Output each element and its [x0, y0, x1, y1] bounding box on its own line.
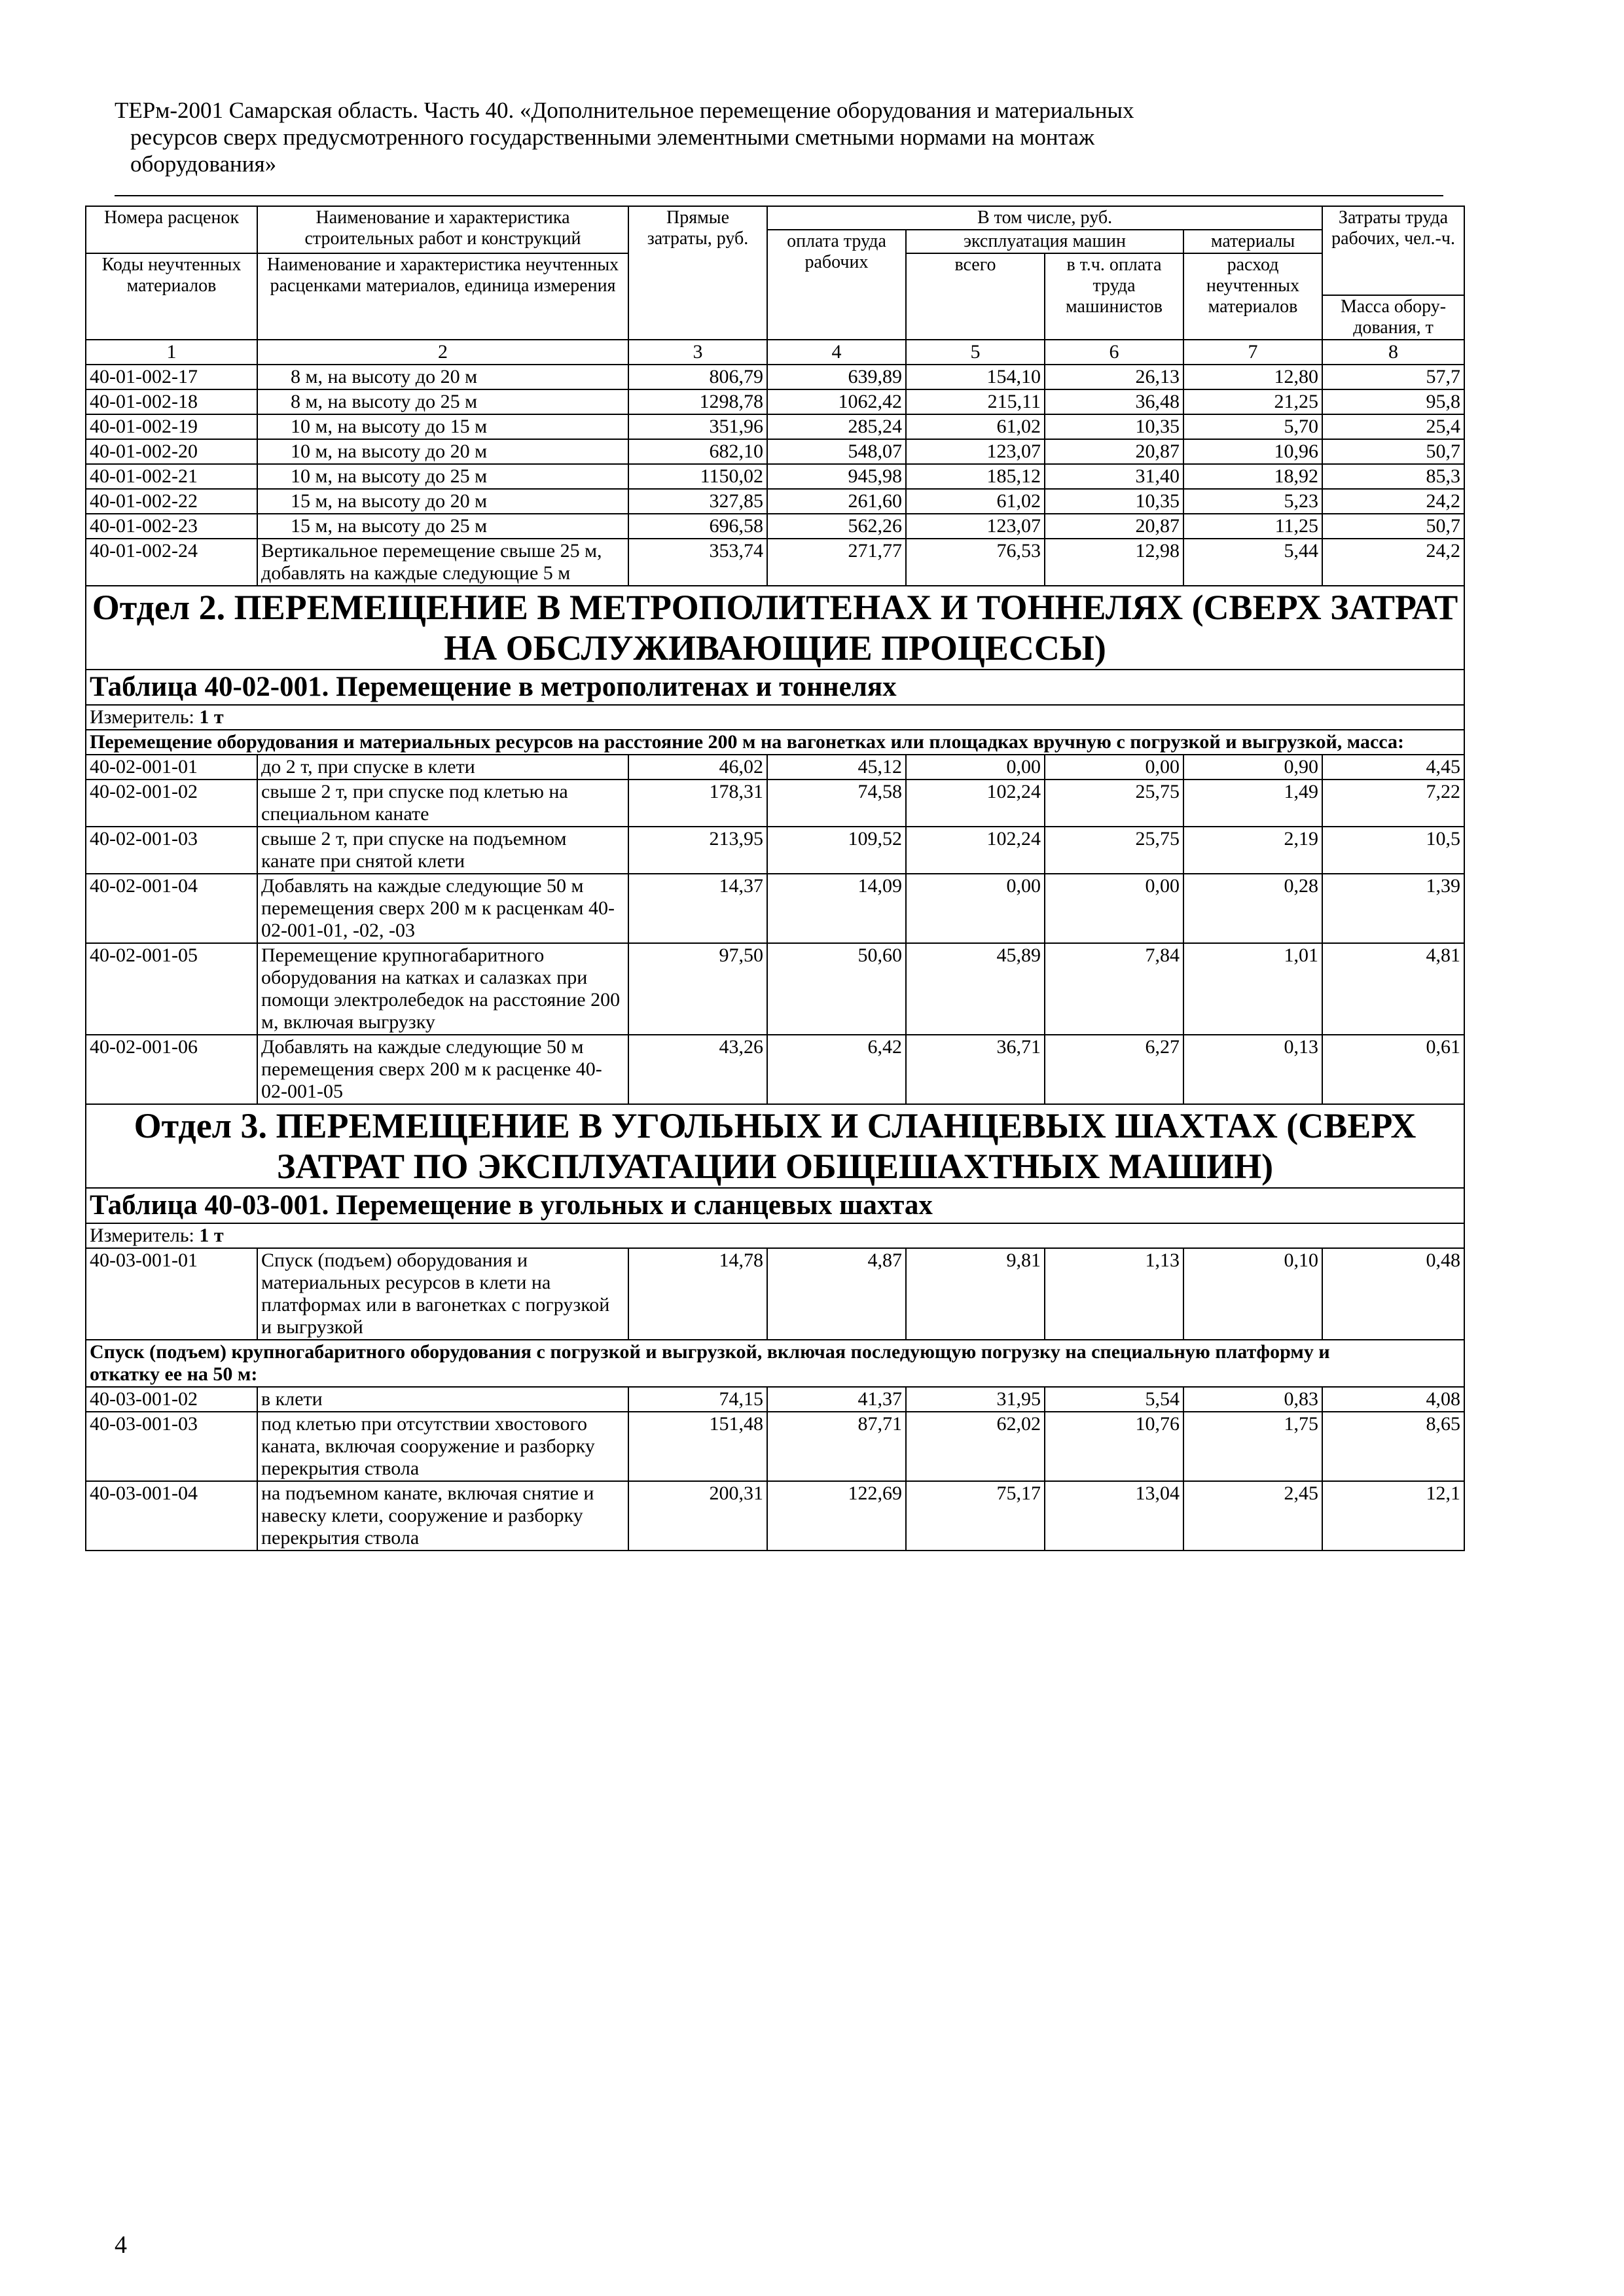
direct-cost: 151,48	[628, 1412, 767, 1481]
measure-unit-value: 1 т	[199, 1225, 224, 1246]
labor-hours: 10,5	[1322, 827, 1464, 874]
col-index: 2	[257, 340, 628, 365]
materials-cost: 5,23	[1183, 489, 1322, 514]
table-row	[86, 827, 1464, 874]
direct-cost: 682,10	[628, 439, 767, 464]
labor-hours: 50,7	[1322, 439, 1464, 464]
col-direct-header: Прямые затраты, руб.	[628, 206, 767, 340]
rate-code: 40-01-002-19	[86, 414, 257, 439]
rate-code: 40-01-002-23	[86, 514, 257, 539]
machinist-pay: 20,87	[1045, 439, 1183, 464]
machines-total: 61,02	[906, 489, 1045, 514]
column-index-row	[86, 340, 1464, 365]
labor-pay: 109,52	[767, 827, 906, 874]
measure-unit-value: 1 т	[199, 706, 224, 728]
rate-code: 40-02-001-06	[86, 1035, 257, 1104]
rate-name: 8 м, на высоту до 25 м	[257, 389, 628, 414]
col-name-header: Наименование и характеристика строительных работ и конструкций	[257, 206, 628, 253]
rate-name: Добавлять на каждые следующие 50 м перемещения сверх 200 м к расценкам 40-02-001-01, -02, -03	[257, 874, 628, 943]
header-line-1: ТЕРм-2001 Самарская область. Часть 40. «Дополнительное перемещение оборудования и материальных	[115, 98, 1134, 123]
machinist-pay: 10,35	[1045, 489, 1183, 514]
machinist-pay: 26,13	[1045, 365, 1183, 389]
rate-code: 40-01-002-17	[86, 365, 257, 389]
col-materials-header: материалы	[1183, 230, 1322, 253]
labor-pay: 87,71	[767, 1412, 906, 1481]
machines-total: 36,71	[906, 1035, 1045, 1104]
labor-hours: 1,39	[1322, 874, 1464, 943]
table-row	[86, 780, 1464, 827]
table-row	[86, 1481, 1464, 1551]
col-mass-header: Масса обору-дования, т	[1322, 295, 1464, 340]
rate-code: 40-01-002-22	[86, 489, 257, 514]
labor-pay: 122,69	[767, 1481, 906, 1551]
table-40-02-001-title: Таблица 40-02-001. Перемещение в метрополитенах и тоннелях	[86, 670, 1464, 705]
rate-code: 40-02-001-03	[86, 827, 257, 874]
col-index: 7	[1183, 340, 1322, 365]
rate-code: 40-03-001-04	[86, 1481, 257, 1551]
machines-total: 61,02	[906, 414, 1045, 439]
rates-table	[85, 206, 1465, 1551]
table-row	[86, 464, 1464, 489]
col-index: 8	[1322, 340, 1464, 365]
section-3-title: Отдел 3. ПЕРЕМЕЩЕНИЕ В УГОЛЬНЫХ И СЛАНЦЕВЫХ ШАХТАХ (СВЕРХ ЗАТРАТ ПО ЭКСПЛУАТАЦИИ ОБЩЕШАХТНЫХ МАШИН)	[86, 1104, 1464, 1188]
table-row	[86, 414, 1464, 439]
group-title: Спуск (подъем) крупногабаритного оборудования с погрузкой и выгрузкой, включая последующую погрузку на специальную платформу и откатку ее на 50 м:	[86, 1340, 1464, 1387]
page-number: 4	[115, 2231, 127, 2259]
labor-pay: 74,58	[767, 780, 906, 827]
col-index: 6	[1045, 340, 1183, 365]
rate-name: Спуск (подъем) оборудования и материальных ресурсов в клети на платформах или в вагонетках с погрузкой и выгрузкой	[257, 1248, 628, 1340]
table-row	[86, 1412, 1464, 1481]
labor-hours: 8,65	[1322, 1412, 1464, 1481]
rate-code: 40-02-001-05	[86, 943, 257, 1035]
materials-cost: 1,49	[1183, 780, 1322, 827]
labor-pay: 41,37	[767, 1387, 906, 1412]
rate-name: 10 м, на высоту до 15 м	[257, 414, 628, 439]
labor-pay: 639,89	[767, 365, 906, 389]
labor-hours: 4,45	[1322, 755, 1464, 780]
machinist-pay: 0,00	[1045, 874, 1183, 943]
materials-cost: 18,92	[1183, 464, 1322, 489]
rate-name: 10 м, на высоту до 20 м	[257, 439, 628, 464]
labor-hours: 50,7	[1322, 514, 1464, 539]
labor-hours: 95,8	[1322, 389, 1464, 414]
machines-total: 9,81	[906, 1248, 1045, 1340]
labor-pay: 14,09	[767, 874, 906, 943]
rate-name: 10 м, на высоту до 25 м	[257, 464, 628, 489]
machinist-pay: 1,13	[1045, 1248, 1183, 1340]
materials-cost: 12,80	[1183, 365, 1322, 389]
rate-code: 40-01-002-20	[86, 439, 257, 464]
table-row	[86, 1248, 1464, 1340]
machines-total: 76,53	[906, 539, 1045, 586]
measure-unit	[86, 705, 1464, 730]
labor-hours: 12,1	[1322, 1481, 1464, 1551]
rate-code: 40-02-001-02	[86, 780, 257, 827]
labor-hours: 85,3	[1322, 464, 1464, 489]
rate-name: Перемещение крупногабаритного оборудования на катках и салазках при помощи электролебедок на расстояние 200 м, включая выгрузку	[257, 943, 628, 1035]
direct-cost: 46,02	[628, 755, 767, 780]
materials-cost: 1,01	[1183, 943, 1322, 1035]
materials-cost: 0,90	[1183, 755, 1322, 780]
rate-name: под клетью при отсутствии хвостового каната, включая сооружение и разборку перекрытия ствола	[257, 1412, 628, 1481]
labor-hours: 57,7	[1322, 365, 1464, 389]
direct-cost: 327,85	[628, 489, 767, 514]
labor-pay: 562,26	[767, 514, 906, 539]
machinist-pay: 20,87	[1045, 514, 1183, 539]
labor-hours: 4,81	[1322, 943, 1464, 1035]
rate-code: 40-02-001-01	[86, 755, 257, 780]
rate-code: 40-03-001-01	[86, 1248, 257, 1340]
direct-cost: 43,26	[628, 1035, 767, 1104]
labor-pay: 45,12	[767, 755, 906, 780]
labor-hours: 7,22	[1322, 780, 1464, 827]
col-index: 5	[906, 340, 1045, 365]
rate-name: свыше 2 т, при спуске под клетью на специальном канате	[257, 780, 628, 827]
rate-code: 40-02-001-04	[86, 874, 257, 943]
materials-cost: 11,25	[1183, 514, 1322, 539]
labor-pay: 1062,42	[767, 389, 906, 414]
rate-code: 40-01-002-18	[86, 389, 257, 414]
col-machinist-header: в т.ч. оплата труда машинистов	[1045, 253, 1183, 340]
measure-unit-label: Измеритель:	[90, 706, 194, 728]
table-row	[86, 489, 1464, 514]
table-row	[86, 943, 1464, 1035]
machinist-pay: 25,75	[1045, 780, 1183, 827]
section-2-title: Отдел 2. ПЕРЕМЕЩЕНИЕ В МЕТРОПОЛИТЕНАХ И ТОННЕЛЯХ (СВЕРХ ЗАТРАТ НА ОБСЛУЖИВАЮЩИЕ ПРОЦЕССЫ)	[86, 586, 1464, 670]
machinist-pay: 6,27	[1045, 1035, 1183, 1104]
col-labor-pay-header: оплата труда рабочих	[767, 230, 906, 340]
direct-cost: 1150,02	[628, 464, 767, 489]
table-40-03-001-title: Таблица 40-03-001. Перемещение в угольных и сланцевых шахтах	[86, 1188, 1464, 1223]
machinist-pay: 5,54	[1045, 1387, 1183, 1412]
direct-cost: 74,15	[628, 1387, 767, 1412]
machines-total: 0,00	[906, 874, 1045, 943]
table-row	[86, 365, 1464, 389]
rate-name: свыше 2 т, при спуске на подъемном канате при снятой клети	[257, 827, 628, 874]
machines-total: 185,12	[906, 464, 1045, 489]
col-index: 4	[767, 340, 906, 365]
labor-pay: 261,60	[767, 489, 906, 514]
machines-total: 75,17	[906, 1481, 1045, 1551]
materials-cost: 5,44	[1183, 539, 1322, 586]
col-codes-header: Коды неучтенных материалов	[86, 253, 257, 340]
measure-unit	[86, 1223, 1464, 1248]
machinist-pay: 0,00	[1045, 755, 1183, 780]
direct-cost: 178,31	[628, 780, 767, 827]
machinist-pay: 10,35	[1045, 414, 1183, 439]
machines-total: 45,89	[906, 943, 1045, 1035]
header-line-2: ресурсов сверх предусмотренного государственными элементными сметными нормами на монтаж	[130, 124, 1095, 150]
col-num-header: Номера расценок	[86, 206, 257, 253]
machinist-pay: 13,04	[1045, 1481, 1183, 1551]
machines-total: 123,07	[906, 439, 1045, 464]
labor-pay: 6,42	[767, 1035, 906, 1104]
direct-cost: 97,50	[628, 943, 767, 1035]
labor-pay: 4,87	[767, 1248, 906, 1340]
labor-pay: 945,98	[767, 464, 906, 489]
machines-total: 102,24	[906, 780, 1045, 827]
rate-name: Вертикальное перемещение свыше 25 м, добавлять на каждые следующие 5 м	[257, 539, 628, 586]
materials-cost: 5,70	[1183, 414, 1322, 439]
rate-name: 15 м, на высоту до 20 м	[257, 489, 628, 514]
table-row	[86, 1387, 1464, 1412]
machinist-pay: 12,98	[1045, 539, 1183, 586]
materials-cost: 10,96	[1183, 439, 1322, 464]
direct-cost: 696,58	[628, 514, 767, 539]
machinist-pay: 25,75	[1045, 827, 1183, 874]
table-row	[86, 755, 1464, 780]
direct-cost: 14,78	[628, 1248, 767, 1340]
machinist-pay: 36,48	[1045, 389, 1183, 414]
rate-name: до 2 т, при спуске в клети	[257, 755, 628, 780]
materials-cost: 2,19	[1183, 827, 1322, 874]
labor-pay: 50,60	[767, 943, 906, 1035]
machines-total: 215,11	[906, 389, 1045, 414]
header-divider	[115, 195, 1443, 196]
materials-cost: 0,13	[1183, 1035, 1322, 1104]
labor-pay: 271,77	[767, 539, 906, 586]
labor-pay: 548,07	[767, 439, 906, 464]
rate-name: 8 м, на высоту до 20 м	[257, 365, 628, 389]
labor-hours: 4,08	[1322, 1387, 1464, 1412]
machines-total: 0,00	[906, 755, 1045, 780]
rate-code: 40-01-002-24	[86, 539, 257, 586]
col-index: 1	[86, 340, 257, 365]
labor-hours: 25,4	[1322, 414, 1464, 439]
table-row	[86, 1035, 1464, 1104]
direct-cost: 213,95	[628, 827, 767, 874]
direct-cost: 200,31	[628, 1481, 767, 1551]
page-header	[115, 97, 1443, 177]
materials-cost: 2,45	[1183, 1481, 1322, 1551]
rate-name: на подъемном канате, включая снятие и навеску клети, сооружение и разборку перекрытия ствола	[257, 1481, 628, 1551]
direct-cost: 1298,78	[628, 389, 767, 414]
col-mat-use-header: расход неучтенных материалов	[1183, 253, 1322, 340]
rate-name: 15 м, на высоту до 25 м	[257, 514, 628, 539]
direct-cost: 14,37	[628, 874, 767, 943]
rate-code: 40-03-001-02	[86, 1387, 257, 1412]
rate-code: 40-01-002-21	[86, 464, 257, 489]
machines-total: 154,10	[906, 365, 1045, 389]
labor-hours: 0,61	[1322, 1035, 1464, 1104]
labor-pay: 285,24	[767, 414, 906, 439]
labor-hours: 24,2	[1322, 539, 1464, 586]
header-line-3: оборудования»	[130, 151, 277, 177]
direct-cost: 351,96	[628, 414, 767, 439]
col-labor-header: Затраты труда рабочих, чел.-ч.	[1322, 206, 1464, 295]
materials-cost: 1,75	[1183, 1412, 1322, 1481]
table-row	[86, 389, 1464, 414]
materials-cost: 21,25	[1183, 389, 1322, 414]
col-total-header: всего	[906, 253, 1045, 340]
measure-unit-label: Измеритель:	[90, 1225, 194, 1246]
materials-cost: 0,83	[1183, 1387, 1322, 1412]
table-row	[86, 874, 1464, 943]
rate-code: 40-03-001-03	[86, 1412, 257, 1481]
machinist-pay: 7,84	[1045, 943, 1183, 1035]
col-mat-name-header: Наименование и характеристика неучтенных расценками материалов, единица измерения	[257, 253, 628, 340]
labor-hours: 0,48	[1322, 1248, 1464, 1340]
machinist-pay: 10,76	[1045, 1412, 1183, 1481]
machines-total: 123,07	[906, 514, 1045, 539]
table-row	[86, 514, 1464, 539]
group-title: Перемещение оборудования и материальных ресурсов на расстояние 200 м на вагонетках или площадках вручную с погрузкой и выгрузкой, масса:	[86, 730, 1464, 755]
machines-total: 31,95	[906, 1387, 1045, 1412]
rate-name: Добавлять на каждые следующие 50 м перемещения сверх 200 м к расценке 40-02-001-05	[257, 1035, 628, 1104]
machines-total: 62,02	[906, 1412, 1045, 1481]
col-index: 3	[628, 340, 767, 365]
rate-name: в клети	[257, 1387, 628, 1412]
col-machines-header: эксплуатация машин	[906, 230, 1183, 253]
materials-cost: 0,28	[1183, 874, 1322, 943]
table-row	[86, 539, 1464, 586]
materials-cost: 0,10	[1183, 1248, 1322, 1340]
machinist-pay: 31,40	[1045, 464, 1183, 489]
labor-hours: 24,2	[1322, 489, 1464, 514]
direct-cost: 806,79	[628, 365, 767, 389]
col-incl-header: В том числе, руб.	[767, 206, 1322, 230]
machines-total: 102,24	[906, 827, 1045, 874]
direct-cost: 353,74	[628, 539, 767, 586]
table-row	[86, 439, 1464, 464]
